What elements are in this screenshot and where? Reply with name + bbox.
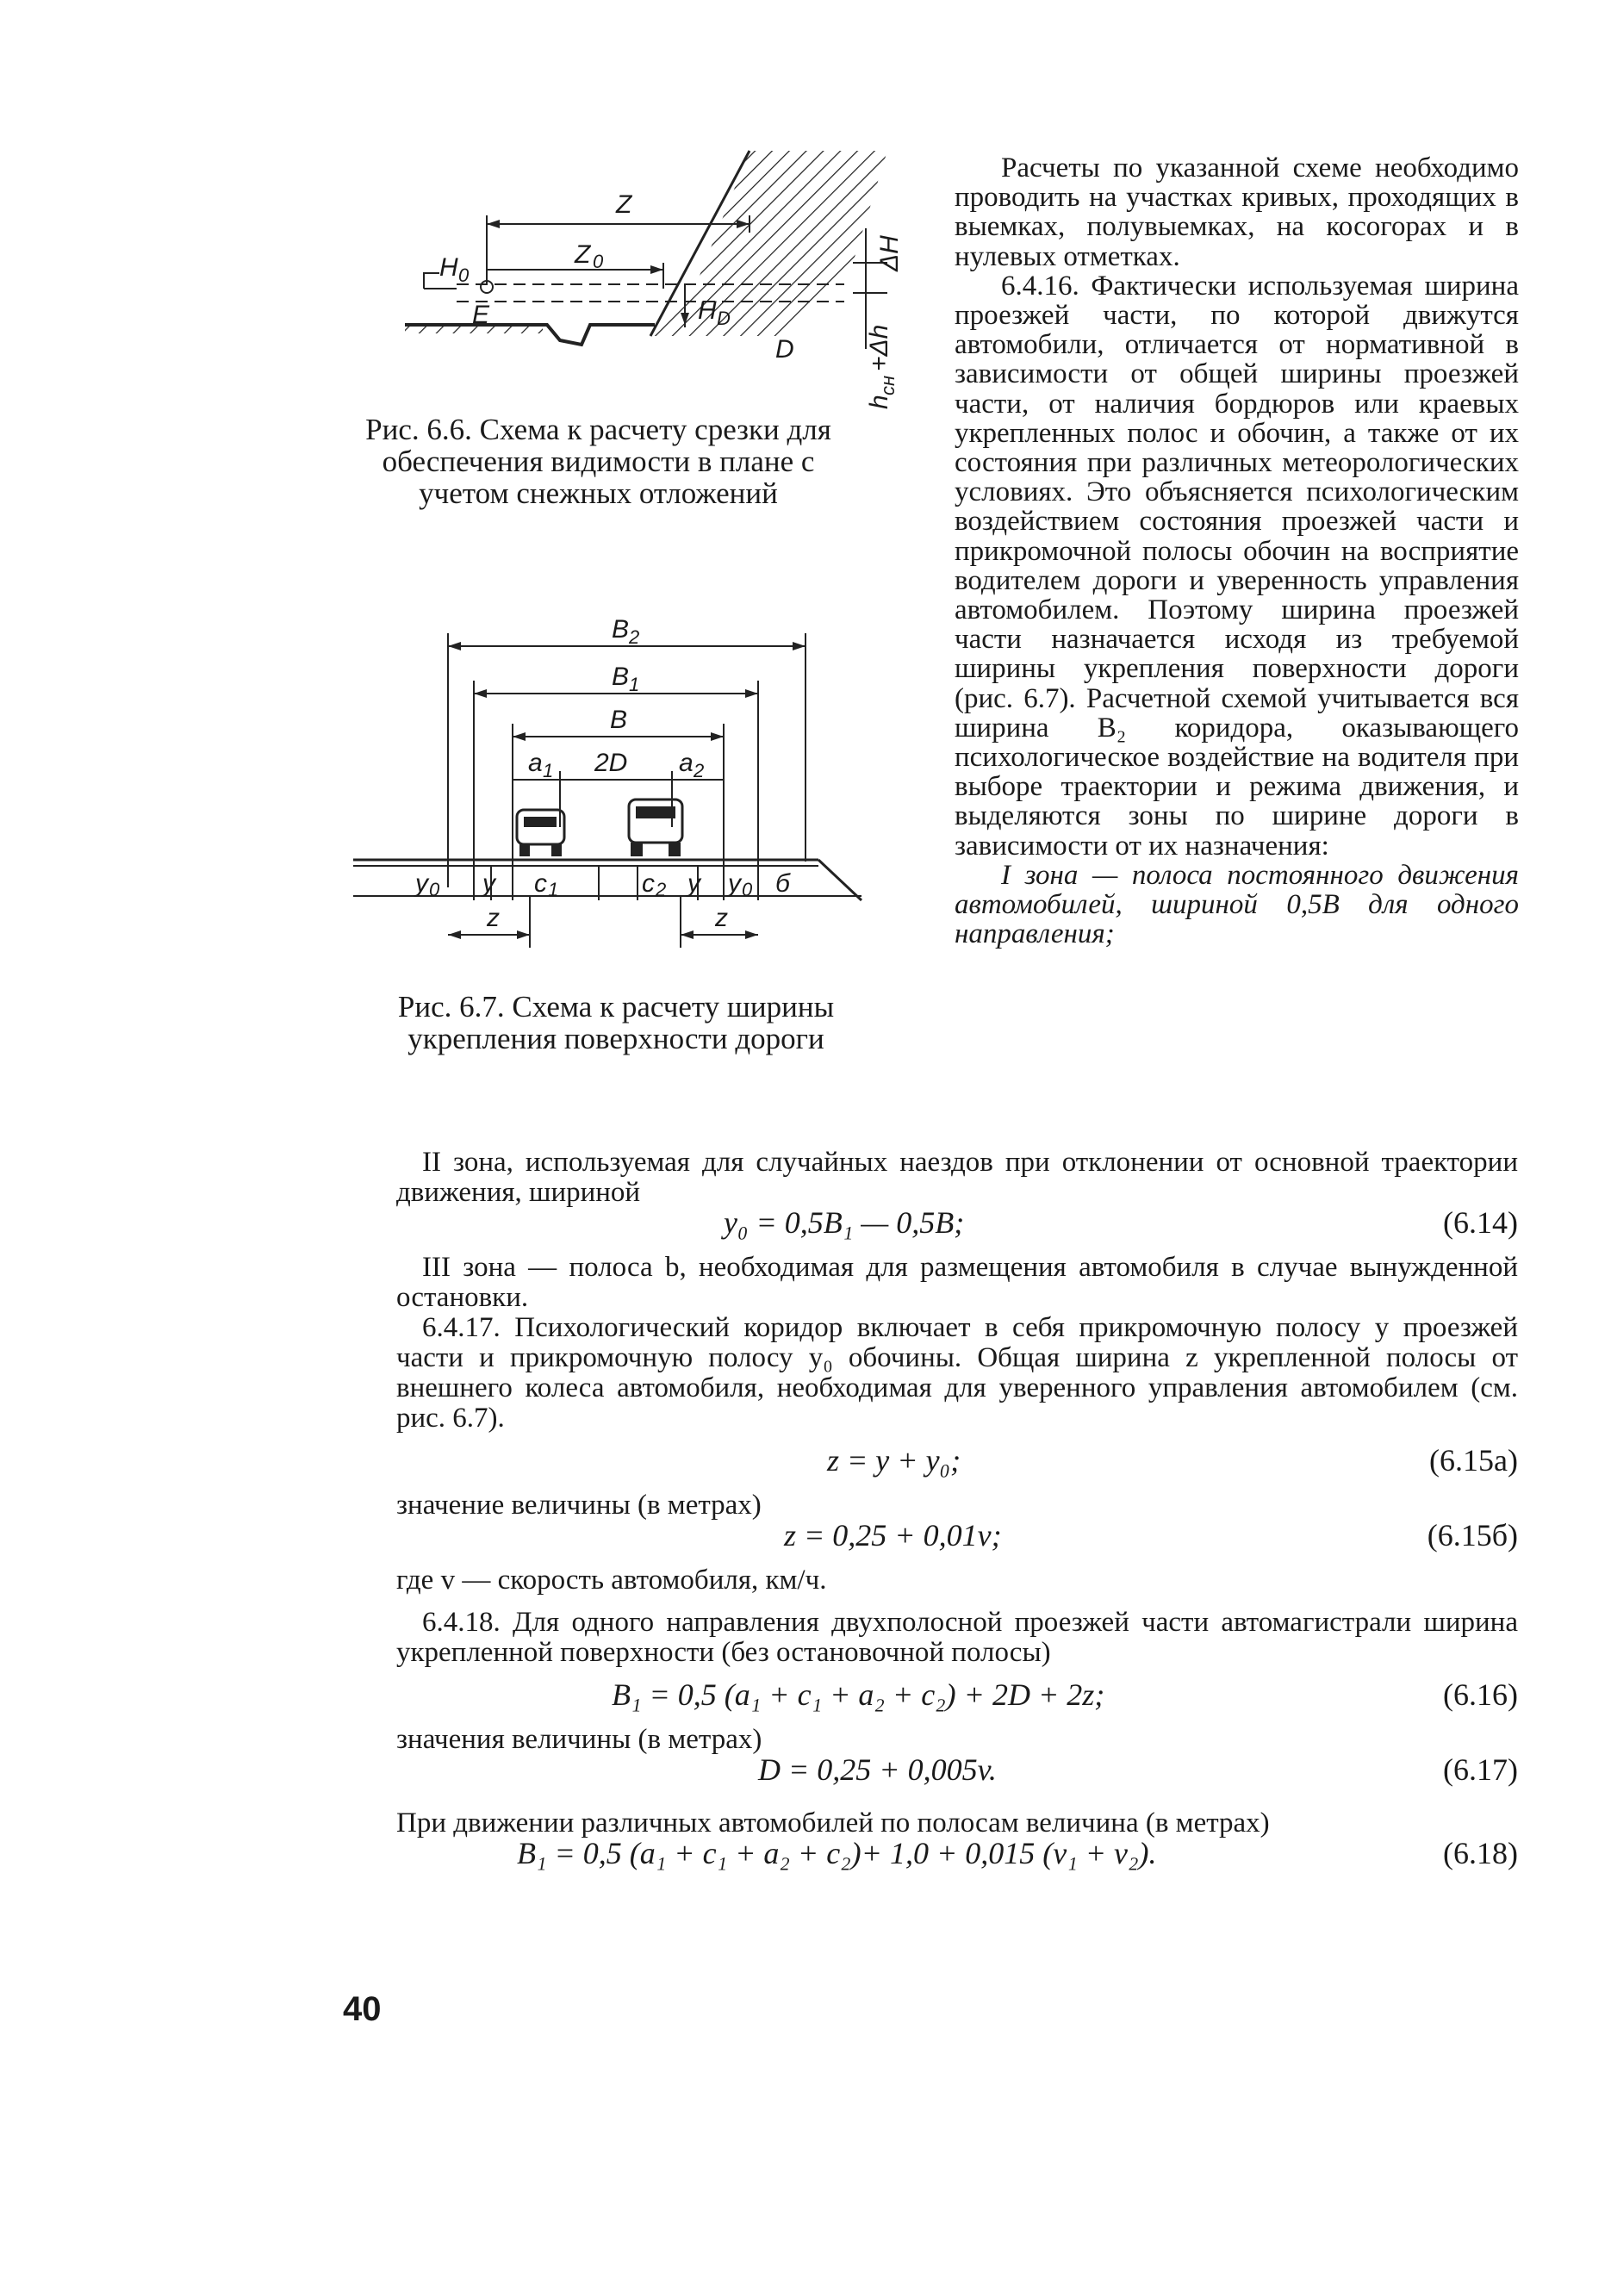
figure-6-7-drawing — [353, 603, 870, 974]
label-y0-left: y — [415, 869, 428, 898]
cut-slope-hatch — [650, 151, 887, 336]
label-e: E — [472, 301, 490, 329]
paragraph-6-4-18: 6.4.18. Для одного направления двухполосной проезжей части автомагистрали ширина укрепленной поверхности (без остановочной полосы) — [396, 1607, 1518, 1668]
equation-6-14-number: (6.14) — [1443, 1205, 1518, 1240]
paragraph-scheme-note: Расчеты по указанной схеме необходимо проводить на участках кривых, проходящих в выемках, полувыемках, на косогорах и в нулевых отметках. — [955, 152, 1519, 272]
label-z: Z — [616, 190, 632, 219]
figure-6-6-caption: Рис. 6.6. Схема к расчету срезки для обеспечения видимости в плане с учетом снежных отложений — [365, 413, 831, 510]
label-a2: a — [679, 749, 694, 777]
paragraph-where-v: где v — скорость автомобиля, км/ч. — [396, 1565, 827, 1596]
label-dh: ΔH — [875, 235, 904, 271]
label-hcn-sub: сн — [877, 375, 899, 395]
figure-6-7 — [353, 603, 870, 974]
equation-6-18-formula: B₁ = 0,5 (a₁ + c₁ + a₂ + c₂)+ 1,0 + 0,015 (v₁ + v₂). — [517, 1836, 1157, 1870]
paragraph-6-4-16: 6.4.16. Фактически используемая ширина проезжей части, по которой движутся автомобили, отличается от нормативной в зависимости от общей ширины проезжей части, от наличия бордюров или краевых укрепленных полос и обочин, а также от их состояния при различных метеорологических условиях. Это объясняется психологическим воздействием состояния проезжей части и прикромочной полосы обочин на восприятие водителем дороги и уверенность управления автомобилем. Поэтому ширина проезжей части назначается исходя из требуемой ширины укрепления поверхности дороги (рис. 6.7). Расчетной схемой учитывается вся ширина B₂ коридора, оказывающего психологическое воздействие на водителя при выборе траектории и режима движения, и выделяются зоны по ширине дороги в зависимости от их назначения: — [955, 270, 1519, 862]
equation-6-15b-number: (6.15б) — [1427, 1518, 1518, 1552]
label-hcn-tail: +Δh — [865, 324, 893, 371]
equation-6-18 — [396, 1836, 1518, 1883]
label-y0-left-sub: 0 — [429, 879, 440, 900]
label-c2-sub: 2 — [656, 879, 667, 900]
paragraph-zone-3: III зона — полоса b, необходимая для размещения автомобиля в случае вынужденной остановки. — [396, 1252, 1518, 1313]
paragraph-different-cars: При движении различных автомобилей по полосам величина (в метрах) — [396, 1808, 1270, 1839]
label-a1: a — [528, 749, 543, 777]
equation-6-14-formula: y₀ = 0,5B₁ — 0,5B; — [724, 1205, 965, 1240]
label-y0-right-sub: 0 — [742, 879, 753, 900]
label-a2-sub: 2 — [694, 760, 705, 781]
label-b: B — [610, 706, 628, 734]
paragraph-value-meters-1: значение величины (в метрах) — [396, 1490, 762, 1521]
label-2d: 2D — [594, 749, 628, 777]
label-c1-sub: 1 — [548, 879, 559, 900]
figure-6-7-caption: Рис. 6.7. Схема к расчету ширины укрепления поверхности дороги — [397, 990, 835, 1055]
label-hd-sub: D — [717, 308, 731, 329]
label-a1-sub: 1 — [543, 760, 554, 781]
label-b1-sub: 1 — [629, 674, 640, 695]
label-z-left: z — [487, 904, 500, 932]
label-d: D — [775, 335, 794, 364]
equation-6-16-number: (6.16) — [1443, 1677, 1518, 1712]
label-c2: c — [642, 869, 655, 898]
equation-6-16-formula: B₁ = 0,5 (a₁ + c₁ + a₂ + c₂) + 2D + 2z; — [612, 1677, 1105, 1712]
equation-6-15a — [396, 1443, 1518, 1490]
label-hcn: h — [865, 395, 893, 409]
label-h0: H — [439, 253, 458, 282]
equation-6-15b — [396, 1518, 1518, 1565]
equation-6-18-number: (6.18) — [1443, 1836, 1518, 1870]
label-hd: H — [698, 296, 717, 325]
equation-6-15b-formula: z = 0,25 + 0,01v; — [784, 1518, 1002, 1552]
label-h0-sub: 0 — [458, 264, 470, 286]
label-y0-right: y — [728, 869, 741, 898]
paragraph-6-4-17: 6.4.17. Психологический коридор включает в себя прикромочную полосу y проезжей части и прикромочную полосу y₀ обочины. Общая ширина z укрепленной полосы от внешнего колеса автомобиля, необходимая для уверенного управления автомобилем (см. рис. 6.7). — [396, 1312, 1518, 1434]
label-b2-sub: 2 — [629, 626, 640, 648]
car-left — [517, 810, 564, 856]
page-number: 40 — [343, 1990, 382, 2028]
label-b2: B — [612, 615, 630, 644]
equation-6-15a-number: (6.15а) — [1429, 1443, 1518, 1478]
car-right — [629, 800, 682, 856]
label-b-small: б — [775, 869, 790, 898]
paragraph-value-meters-2: значения величины (в метрах) — [396, 1724, 762, 1755]
equation-6-16 — [396, 1677, 1518, 1725]
label-y-left: y — [482, 869, 495, 898]
label-b1: B — [612, 663, 630, 691]
right-column-text — [955, 153, 1519, 949]
label-y-right: y — [687, 869, 700, 898]
equation-6-17-formula: D = 0,25 + 0,005v. — [758, 1752, 997, 1787]
label-z-right: z — [715, 904, 728, 932]
label-z0: Z — [575, 240, 591, 269]
paragraph-zone-2: II зона, используемая для случайных наездов при отклонении от основной траектории движения, шириной — [396, 1147, 1518, 1208]
equation-6-17-number: (6.17) — [1443, 1752, 1518, 1787]
label-c1: c — [534, 869, 547, 898]
equation-6-17 — [396, 1752, 1518, 1800]
paragraph-zone-1: I зона — полоса постоянного движения автомобилей, шириной 0,5B для одного направления; — [955, 859, 1519, 950]
figure-6-6 — [405, 142, 913, 426]
label-z0-sub: 0 — [593, 251, 604, 272]
equation-6-14 — [396, 1205, 1518, 1253]
main-body-text — [396, 1148, 1518, 1883]
figure-6-6-drawing — [405, 142, 913, 426]
equation-6-15a-formula: z = y + y₀; — [827, 1443, 961, 1478]
